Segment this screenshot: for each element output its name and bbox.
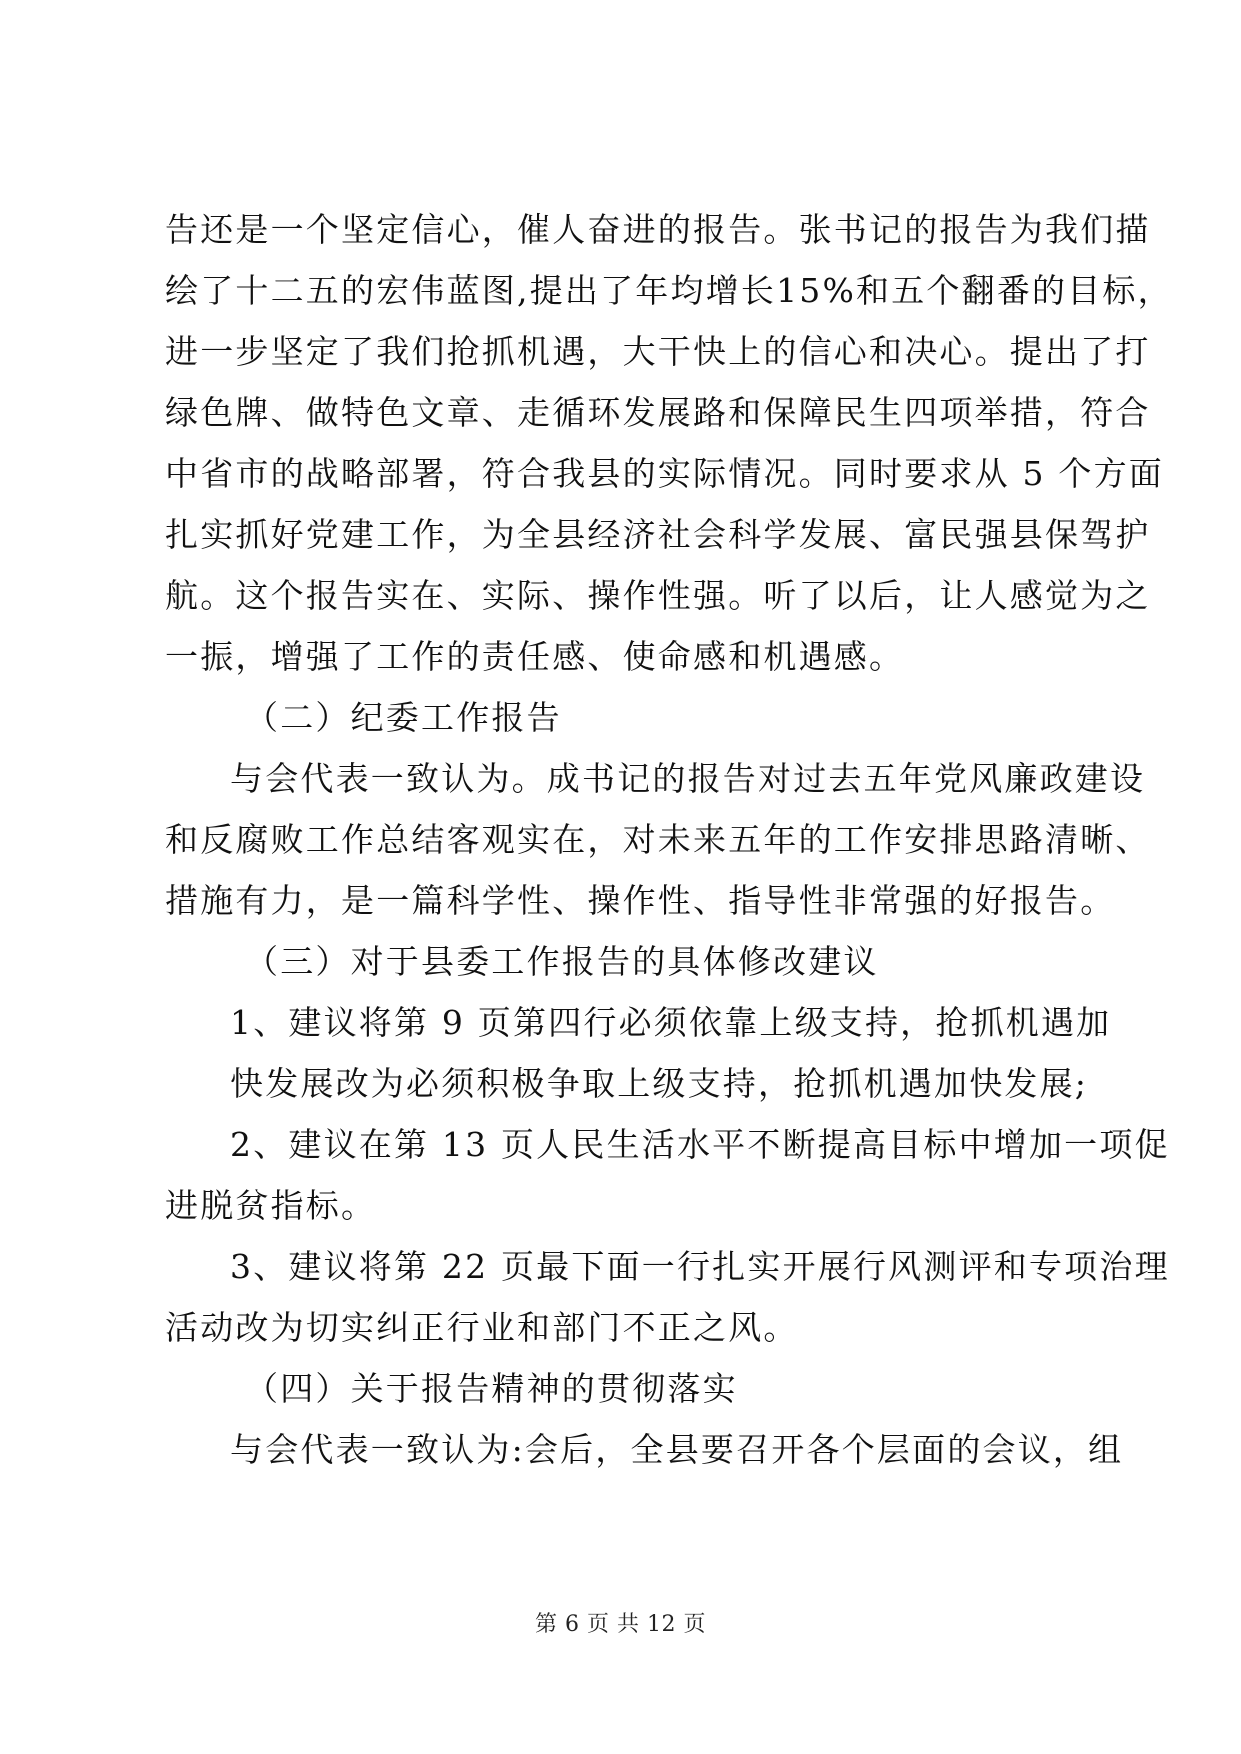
list-item-text: 进脱贫指标。 [165, 1186, 377, 1225]
body-text-line: 一振，增强了工作的责任感、使命感和机遇感。 [165, 637, 905, 676]
body-text-line: 扎实抓好党建工作，为全县经济社会科学发展、富民强县保驾护 [165, 515, 1151, 554]
list-item-text: 活动改为切实纠正行业和部门不正之风。 [165, 1308, 799, 1347]
section-heading: （二）纪委工作报告 [245, 698, 562, 737]
body-text-line: 和反腐败工作总结客观实在，对未来五年的工作安排思路清晰、 [165, 820, 1151, 859]
body-text-line: 航。这个报告实在、实际、操作性强。听了以后，让人感觉为之 [165, 576, 1151, 615]
list-item-text: 快发展改为必须积极争取上级支持，抢抓机遇加快发展; [230, 1064, 1089, 1103]
body-text-line: 绘了十二五的宏伟蓝图,提出了年均增长15%和五个翻番的目标， [165, 271, 1173, 310]
section-heading: （三）对于县委工作报告的具体修改建议 [245, 942, 879, 981]
page-number-footer: 第 6 页 共 12 页 [535, 1612, 706, 1637]
body-text-line: 绿色牌、做特色文章、走循环发展路和保障民生四项举措，符合 [165, 393, 1151, 432]
body-text-line: 进一步坚定了我们抢抓机遇，大干快上的信心和决心。提出了打 [165, 332, 1151, 371]
list-item-text: 1、建议将第 9 页第四行必须依靠上级支持，抢抓机遇加 [230, 1003, 1112, 1042]
list-item-text: 3、建议将第 22 页最下面一行扎实开展行风测评和专项治理 [230, 1247, 1170, 1286]
body-text-line: 措施有力，是一篇科学性、操作性、指导性非常强的好报告。 [165, 881, 1116, 920]
list-item-text: 2、建议在第 13 页人民生活水平不断提高目标中增加一项促 [230, 1125, 1170, 1164]
body-text-line: 与会代表一致认为:会后，全县要召开各个层面的会议，组 [230, 1430, 1124, 1469]
body-text-line: 与会代表一致认为。成书记的报告对过去五年党风廉政建设 [230, 759, 1146, 798]
section-heading: （四）关于报告精神的贯彻落实 [245, 1369, 738, 1408]
body-text-line: 告还是一个坚定信心，催人奋进的报告。张书记的报告为我们描 [165, 210, 1151, 249]
body-text-line: 中省市的战略部署，符合我县的实际情况。同时要求从 5 个方面 [165, 454, 1164, 493]
